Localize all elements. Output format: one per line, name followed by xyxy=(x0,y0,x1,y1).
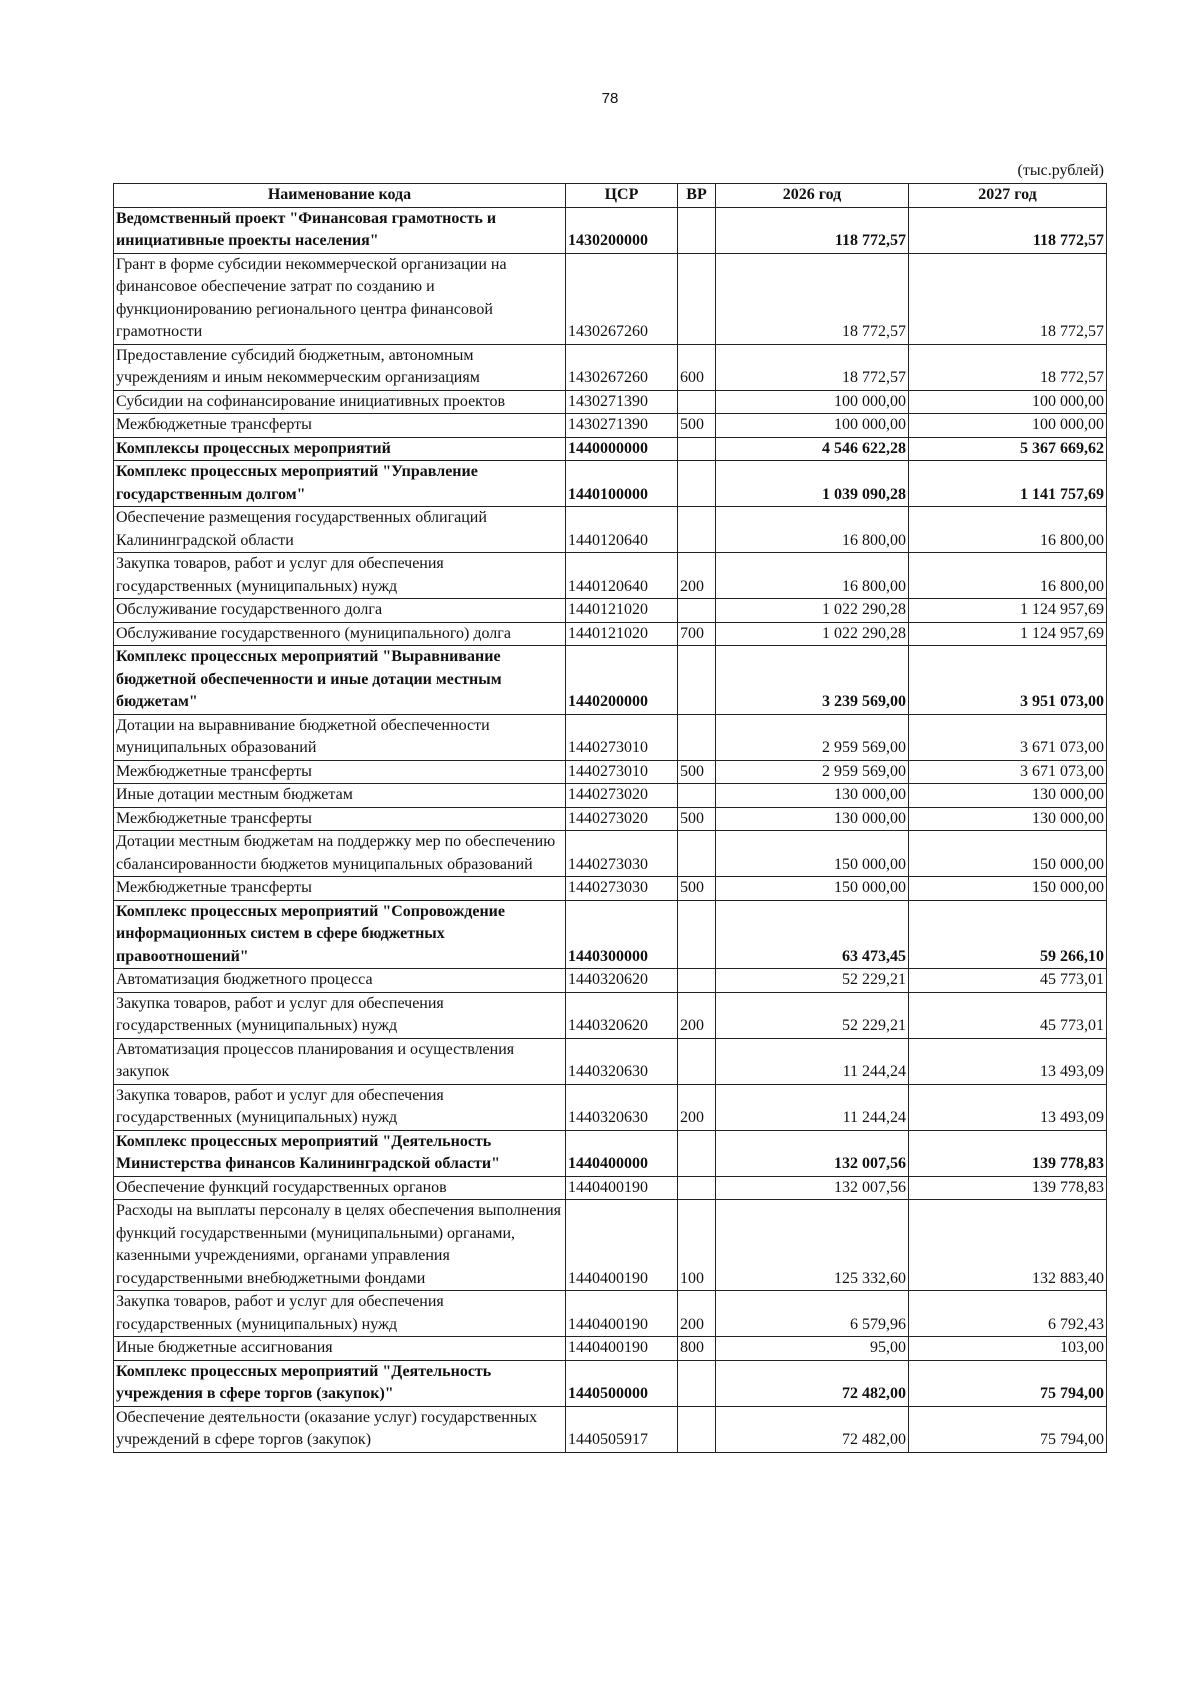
table-row xyxy=(114,969,1107,993)
cell-csr: 1440300000 xyxy=(566,900,678,969)
table-row xyxy=(114,877,1107,901)
cell-2027: 75 794,00 xyxy=(909,1406,1107,1452)
cell-vr xyxy=(678,784,716,808)
table-row xyxy=(114,599,1107,623)
cell-vr: 200 xyxy=(678,1291,716,1337)
cell-2027: 130 000,00 xyxy=(909,784,1107,808)
cell-vr xyxy=(678,1360,716,1406)
cell-vr: 200 xyxy=(678,553,716,599)
cell-name: Расходы на выплаты персоналу в целях обеспечения выполнения функций государственными (муниципальными) органами, казенными учреждениями, органами управления государственными внебюджетными фондами xyxy=(114,1200,566,1291)
cell-2026: 130 000,00 xyxy=(716,807,909,831)
cell-vr xyxy=(678,207,716,253)
cell-vr xyxy=(678,1406,716,1452)
cell-vr: 100 xyxy=(678,1200,716,1291)
cell-2026: 1 022 290,28 xyxy=(716,599,909,623)
table-row xyxy=(114,646,1107,715)
table-row xyxy=(114,253,1107,344)
cell-csr: 1430267260 xyxy=(566,253,678,344)
cell-2027: 18 772,57 xyxy=(909,344,1107,390)
cell-csr: 1440400000 xyxy=(566,1130,678,1176)
cell-2026: 100 000,00 xyxy=(716,390,909,414)
cell-csr: 1440500000 xyxy=(566,1360,678,1406)
cell-name: Предоставление субсидий бюджетным, автономным учреждениям и иным некоммерческим организациям xyxy=(114,344,566,390)
cell-2026: 16 800,00 xyxy=(716,553,909,599)
cell-csr: 1440200000 xyxy=(566,646,678,715)
table-body xyxy=(114,207,1107,1452)
cell-vr: 800 xyxy=(678,1337,716,1361)
table-row xyxy=(114,414,1107,438)
table-row xyxy=(114,1291,1107,1337)
cell-csr: 1440505917 xyxy=(566,1406,678,1452)
table-row xyxy=(114,507,1107,553)
cell-2026: 4 546 622,28 xyxy=(716,437,909,461)
table-row xyxy=(114,622,1107,646)
cell-2027: 3 671 073,00 xyxy=(909,760,1107,784)
cell-2026: 95,00 xyxy=(716,1337,909,1361)
cell-name: Дотации на выравнивание бюджетной обеспеченности муниципальных образований xyxy=(114,714,566,760)
cell-vr: 500 xyxy=(678,877,716,901)
table-row xyxy=(114,1084,1107,1130)
cell-name: Дотации местным бюджетам на поддержку мер по обеспечению сбалансированности бюджетов муниципальных образований xyxy=(114,831,566,877)
cell-2027: 139 778,83 xyxy=(909,1130,1107,1176)
cell-csr: 1440400190 xyxy=(566,1291,678,1337)
cell-2027: 132 883,40 xyxy=(909,1200,1107,1291)
cell-vr: 500 xyxy=(678,760,716,784)
table-row xyxy=(114,207,1107,253)
cell-vr xyxy=(678,969,716,993)
cell-2026: 6 579,96 xyxy=(716,1291,909,1337)
cell-name: Иные дотации местным бюджетам xyxy=(114,784,566,808)
cell-2026: 52 229,21 xyxy=(716,992,909,1038)
cell-name: Закупка товаров, работ и услуг для обеспечения государственных (муниципальных) нужд xyxy=(114,553,566,599)
cell-csr: 1440400190 xyxy=(566,1176,678,1200)
header-name: Наименование кода xyxy=(114,184,566,208)
cell-2026: 100 000,00 xyxy=(716,414,909,438)
table-row xyxy=(114,1176,1107,1200)
cell-vr xyxy=(678,599,716,623)
cell-2027: 13 493,09 xyxy=(909,1038,1107,1084)
cell-csr: 1440273030 xyxy=(566,831,678,877)
table-row xyxy=(114,437,1107,461)
cell-name: Комплекс процессных мероприятий "Управление государственным долгом" xyxy=(114,461,566,507)
cell-name: Грант в форме субсидии некоммерческой организации на финансовое обеспечение затрат по созданию и функционированию регионального центра финансовой грамотности xyxy=(114,253,566,344)
cell-vr: 700 xyxy=(678,622,716,646)
cell-2026: 132 007,56 xyxy=(716,1176,909,1200)
cell-2027: 100 000,00 xyxy=(909,390,1107,414)
header-2027: 2027 год xyxy=(909,184,1107,208)
cell-2027: 139 778,83 xyxy=(909,1176,1107,1200)
cell-name: Ведомственный проект "Финансовая грамотность и инициативные проекты населения" xyxy=(114,207,566,253)
cell-name: Закупка товаров, работ и услуг для обеспечения государственных (муниципальных) нужд xyxy=(114,992,566,1038)
cell-2026: 16 800,00 xyxy=(716,507,909,553)
cell-csr: 1440000000 xyxy=(566,437,678,461)
cell-2026: 63 473,45 xyxy=(716,900,909,969)
cell-vr: 500 xyxy=(678,807,716,831)
cell-vr: 500 xyxy=(678,414,716,438)
cell-2026: 72 482,00 xyxy=(716,1360,909,1406)
cell-vr xyxy=(678,1038,716,1084)
cell-name: Закупка товаров, работ и услуг для обеспечения государственных (муниципальных) нужд xyxy=(114,1084,566,1130)
cell-2027: 150 000,00 xyxy=(909,877,1107,901)
table-row xyxy=(114,390,1107,414)
table-row xyxy=(114,1038,1107,1084)
cell-2027: 45 773,01 xyxy=(909,969,1107,993)
cell-2026: 132 007,56 xyxy=(716,1130,909,1176)
cell-vr: 600 xyxy=(678,344,716,390)
cell-2027: 1 124 957,69 xyxy=(909,622,1107,646)
cell-2026: 1 039 090,28 xyxy=(716,461,909,507)
table-row xyxy=(114,344,1107,390)
table-row xyxy=(114,760,1107,784)
cell-2027: 130 000,00 xyxy=(909,807,1107,831)
table-row xyxy=(114,992,1107,1038)
cell-2026: 3 239 569,00 xyxy=(716,646,909,715)
cell-vr xyxy=(678,900,716,969)
cell-csr: 1440273030 xyxy=(566,877,678,901)
cell-csr: 1440320620 xyxy=(566,969,678,993)
table-row xyxy=(114,784,1107,808)
table-header-row xyxy=(114,184,1107,208)
header-vr: ВР xyxy=(678,184,716,208)
cell-2026: 18 772,57 xyxy=(716,344,909,390)
cell-2027: 1 124 957,69 xyxy=(909,599,1107,623)
cell-2026: 11 244,24 xyxy=(716,1038,909,1084)
cell-name: Автоматизация процессов планирования и осуществления закупок xyxy=(114,1038,566,1084)
cell-name: Комплекс процессных мероприятий "Выравнивание бюджетной обеспеченности и иные дотации местным бюджетам" xyxy=(114,646,566,715)
cell-2027: 13 493,09 xyxy=(909,1084,1107,1130)
cell-2027: 59 266,10 xyxy=(909,900,1107,969)
cell-2027: 16 800,00 xyxy=(909,507,1107,553)
cell-2026: 11 244,24 xyxy=(716,1084,909,1130)
cell-vr xyxy=(678,831,716,877)
cell-csr: 1440120640 xyxy=(566,553,678,599)
cell-name: Обслуживание государственного долга xyxy=(114,599,566,623)
cell-2026: 2 959 569,00 xyxy=(716,760,909,784)
cell-2027: 3 671 073,00 xyxy=(909,714,1107,760)
cell-name: Комплекс процессных мероприятий "Деятельность Министерства финансов Калининградской области" xyxy=(114,1130,566,1176)
cell-2027: 75 794,00 xyxy=(909,1360,1107,1406)
cell-2026: 125 332,60 xyxy=(716,1200,909,1291)
cell-2026: 150 000,00 xyxy=(716,877,909,901)
cell-name: Закупка товаров, работ и услуг для обеспечения государственных (муниципальных) нужд xyxy=(114,1291,566,1337)
table-row xyxy=(114,1406,1107,1452)
cell-2026: 2 959 569,00 xyxy=(716,714,909,760)
cell-vr xyxy=(678,461,716,507)
cell-vr xyxy=(678,253,716,344)
budget-table xyxy=(113,183,1107,1453)
cell-csr: 1440320630 xyxy=(566,1038,678,1084)
cell-csr: 1440120640 xyxy=(566,507,678,553)
cell-csr: 1440320620 xyxy=(566,992,678,1038)
cell-2026: 118 772,57 xyxy=(716,207,909,253)
cell-2026: 130 000,00 xyxy=(716,784,909,808)
cell-vr xyxy=(678,1176,716,1200)
cell-2026: 72 482,00 xyxy=(716,1406,909,1452)
cell-csr: 1440121020 xyxy=(566,622,678,646)
units-label: (тыс.рублей) xyxy=(1017,162,1104,179)
cell-vr xyxy=(678,437,716,461)
table-row xyxy=(114,1130,1107,1176)
cell-csr: 1430271390 xyxy=(566,390,678,414)
cell-name: Межбюджетные трансферты xyxy=(114,877,566,901)
cell-name: Комплекс процессных мероприятий "Деятельность учреждения в сфере торгов (закупок)" xyxy=(114,1360,566,1406)
table-row xyxy=(114,1200,1107,1291)
cell-2026: 1 022 290,28 xyxy=(716,622,909,646)
table-row xyxy=(114,461,1107,507)
table-row xyxy=(114,553,1107,599)
cell-2026: 150 000,00 xyxy=(716,831,909,877)
table-row xyxy=(114,831,1107,877)
cell-2027: 5 367 669,62 xyxy=(909,437,1107,461)
cell-name: Субсидии на софинансирование инициативных проектов xyxy=(114,390,566,414)
cell-csr: 1440121020 xyxy=(566,599,678,623)
cell-2027: 1 141 757,69 xyxy=(909,461,1107,507)
cell-name: Иные бюджетные ассигнования xyxy=(114,1337,566,1361)
cell-vr: 200 xyxy=(678,1084,716,1130)
cell-2026: 18 772,57 xyxy=(716,253,909,344)
table-row xyxy=(114,1360,1107,1406)
cell-csr: 1440100000 xyxy=(566,461,678,507)
cell-2027: 3 951 073,00 xyxy=(909,646,1107,715)
cell-2027: 103,00 xyxy=(909,1337,1107,1361)
cell-csr: 1440320630 xyxy=(566,1084,678,1130)
cell-csr: 1440273010 xyxy=(566,714,678,760)
cell-vr xyxy=(678,714,716,760)
table-row xyxy=(114,714,1107,760)
cell-2027: 16 800,00 xyxy=(909,553,1107,599)
cell-2027: 118 772,57 xyxy=(909,207,1107,253)
cell-2027: 100 000,00 xyxy=(909,414,1107,438)
cell-name: Обеспечение функций государственных органов xyxy=(114,1176,566,1200)
cell-csr: 1430200000 xyxy=(566,207,678,253)
cell-vr xyxy=(678,507,716,553)
cell-2026: 52 229,21 xyxy=(716,969,909,993)
cell-vr xyxy=(678,390,716,414)
cell-csr: 1430271390 xyxy=(566,414,678,438)
cell-name: Комплекс процессных мероприятий "Сопровождение информационных систем в сфере бюджетных правоотношений" xyxy=(114,900,566,969)
cell-name: Межбюджетные трансферты xyxy=(114,414,566,438)
cell-name: Обеспечение размещения государственных облигаций Калининградской области xyxy=(114,507,566,553)
page-number: 78 xyxy=(601,90,619,107)
cell-name: Автоматизация бюджетного процесса xyxy=(114,969,566,993)
cell-vr: 200 xyxy=(678,992,716,1038)
cell-name: Межбюджетные трансферты xyxy=(114,760,566,784)
cell-csr: 1440273010 xyxy=(566,760,678,784)
cell-2027: 6 792,43 xyxy=(909,1291,1107,1337)
cell-2027: 45 773,01 xyxy=(909,992,1107,1038)
cell-vr xyxy=(678,1130,716,1176)
cell-2027: 150 000,00 xyxy=(909,831,1107,877)
cell-csr: 1440273020 xyxy=(566,807,678,831)
table-row xyxy=(114,900,1107,969)
cell-csr: 1430267260 xyxy=(566,344,678,390)
header-csr: ЦСР xyxy=(566,184,678,208)
cell-csr: 1440400190 xyxy=(566,1337,678,1361)
cell-name: Комплексы процессных мероприятий xyxy=(114,437,566,461)
cell-vr xyxy=(678,646,716,715)
header-2026: 2026 год xyxy=(716,184,909,208)
table-row xyxy=(114,1337,1107,1361)
cell-name: Межбюджетные трансферты xyxy=(114,807,566,831)
cell-name: Обслуживание государственного (муниципального) долга xyxy=(114,622,566,646)
table-row xyxy=(114,807,1107,831)
cell-csr: 1440273020 xyxy=(566,784,678,808)
cell-csr: 1440400190 xyxy=(566,1200,678,1291)
cell-2027: 18 772,57 xyxy=(909,253,1107,344)
cell-name: Обеспечение деятельности (оказание услуг) государственных учреждений в сфере торгов (закупок) xyxy=(114,1406,566,1452)
